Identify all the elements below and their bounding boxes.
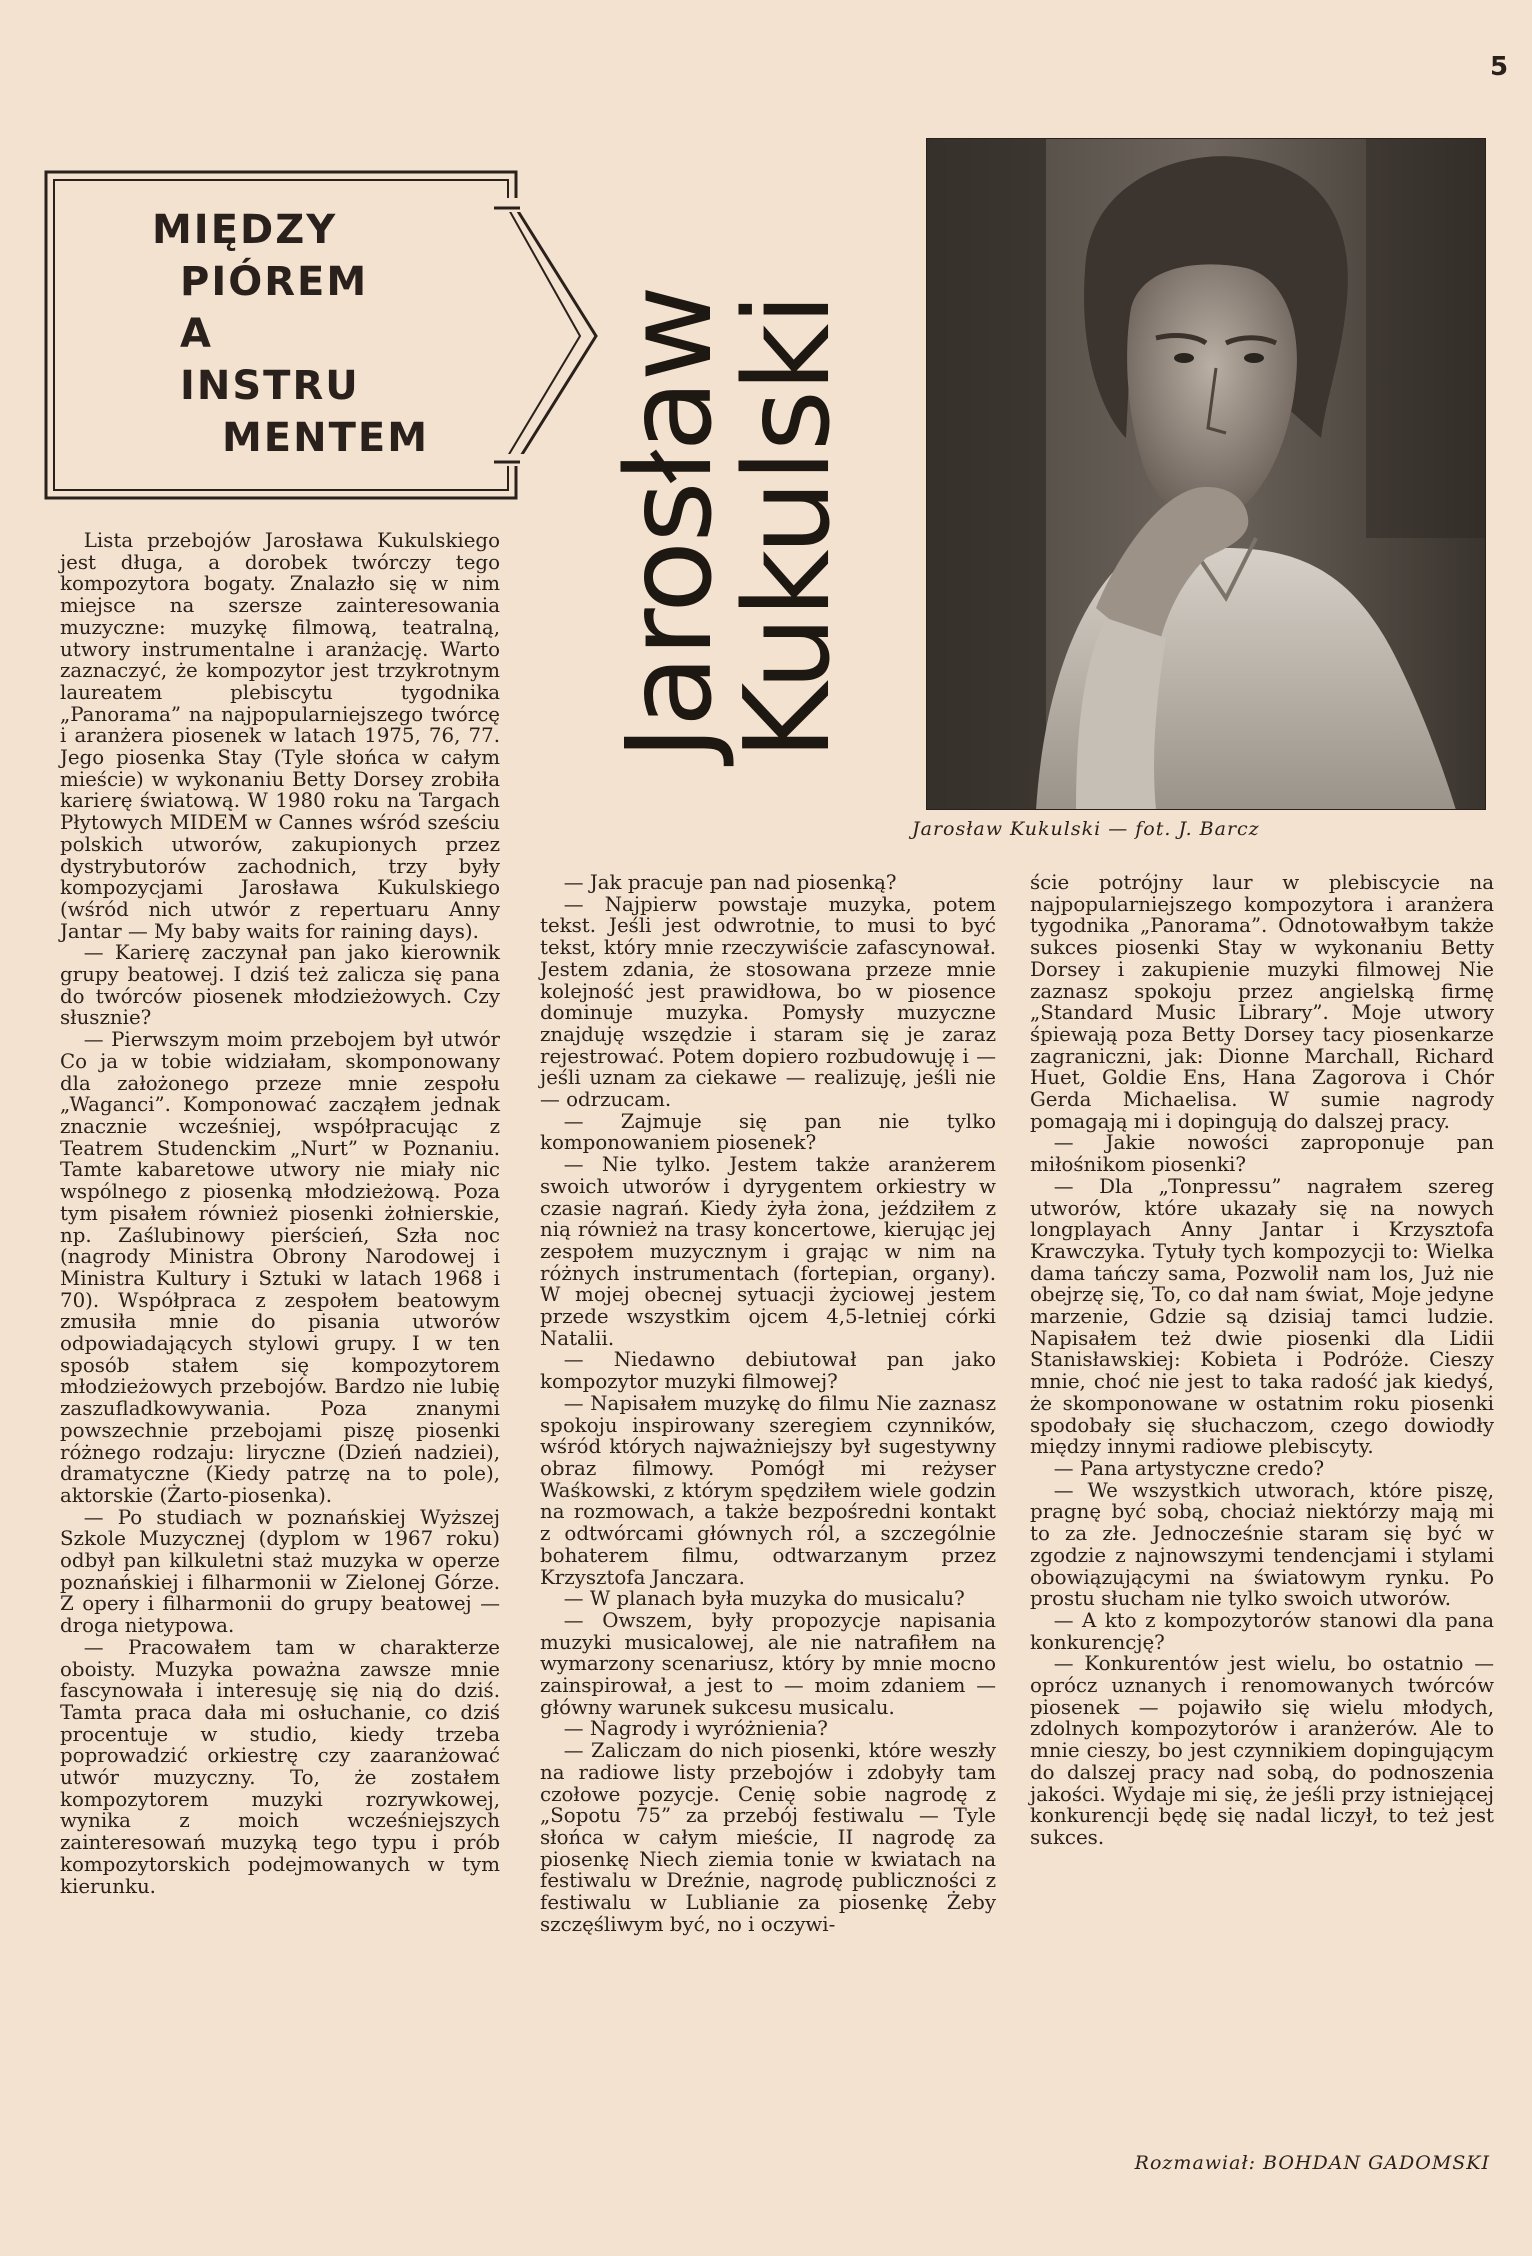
paragraph: — Dla „Tonpressu” nagrałem szereg utworów, które ukazały się na nowych longplayach Anny Jantar i Krzysztofa Krawczyka. Tytuły tych kompozycji to: Wielka dama tańczy sama, Pozwolił nam los, Już nie obejrzę się, To, co dał nam świat, Moje jedyne marzenie, Gdzie są dzisiaj tamci ludzie. Napisałem też dwie piosenki dla Lidii Stanisławskiej: Kobieta i Podróże. Cieszy mnie, choć nie jest to taka radość jak kiedyś, że skomponowane w ostatnim roku piosenki spodobały się słuchaczom, czego dowiodły między innymi radiowe plebiscyty.	[1030, 1174, 1494, 1459]
title-line: PIÓREM	[180, 259, 369, 305]
name-last: Kukulski	[718, 294, 856, 760]
paragraph: — Konkurentów jest wielu, bo ostatnio — oprócz uznanych i renomowanych twórców piosenek — pojawiło się wielu młodych, zdolnych kompozytorów i aranżerów. Ale to mnie cieszy, bo jest czynnikiem dopingującym do dalszej pracy nad sobą, do podnoszenia jakości. Wydaje mi się, że jeśli przy istniejącej konkurencji będę się nadal liczył, to też jest sukces.	[1030, 1652, 1494, 1849]
portrait-photo	[926, 138, 1486, 810]
paragraph: — Nagrody i wyróżnienia?	[563, 1717, 828, 1741]
paragraph: — Pierwszym moim przebojem był utwór Co ja w tobie widziałam, skomponowany dla założonego przeze mnie zespołu „Waganci”. Komponować zacząłem jednak znacznie wcześniej, współpracując z Teatrem Studenckim „Nurt” w Poznaniu. Tamte kabaretowe utwory nie miały nic wspólnego z piosenką młodzieżową. Poza tym pisałem również piosenki żołnierskie, np. Zaślubinowy pierścień, Szła noc (nagrody Ministra Obrony Narodowej i Ministra Kultury i Sztuki w latach 1968 i 70). Współpraca z zespołem beatowym zmusiła mnie do pisania utworów odpowiadających stylowi grupy. I w ten sposób stałem się kompozytorem młodzieżowych przebojów. Bardzo nie lubię zaszufladkowywania. Poza znanymi powszechnie przebojami piszę piosenki różnego rodzaju: liryczne (Dzień nadziei), dramatyczne (Kiedy patrzę na to pole), aktorskie (Żarto-piosenka).	[60, 1028, 500, 1507]
paragraph: — Po studiach w poznańskiej Wyższej Szkole Muzycznej (dyplom w 1967 roku) odbył pan kilkuletni staż muzyka w operze poznańskiej i filharmonii w Zielonej Górze. Z opery i filharmonii do grupy beatowej — droga nietypowa.	[60, 1505, 500, 1638]
paragraph: — Karierę zaczynał pan jako kierownik grupy beatowej. I dziś też zalicza się pana do twórców piosenek młodzieżowych. Czy słusznie?	[60, 941, 500, 1030]
paragraph: — Owszem, były propozycje napisania muzyki musicalowej, ale nie natrafiłem na wymarzony scenariusz, który by mnie mocno zainspirował, a jest to — moim zdaniem — główny warunek sukcesu musicalu.	[540, 1608, 996, 1719]
paragraph: — A kto z kompozytorów stanowi dla pana konkurencję?	[1030, 1608, 1494, 1654]
byline: Rozmawiał: BOHDAN GADOMSKI	[1134, 2152, 1490, 2174]
paragraph: — W planach była muzyka do musicalu?	[563, 1587, 965, 1611]
article-column-2	[540, 872, 996, 1935]
paragraph: — We wszystkich utworach, które piszę, pragnę być sobą, chociaż niektórzy mają mi to za złe. Jednocześnie staram się być w zgodzie z najnowszymi tendencjami i stylami obowiązującymi na światowym rynku. Po prostu słucham nie tylko swoich utworów.	[1030, 1478, 1494, 1611]
paragraph: — Napisałem muzykę do filmu Nie zaznasz spokoju inspirowany szeregiem czynników, wśród których najważniejszy był sugestywny obraz filmowy. Pomógł mi reżyser Waśkowski, z którym spędziłem wiele godzin na rozmowach, a także bezpośredni kontakt z odtwórcami głównych ról, a szczególnie bohaterem filmu, odtwarzanym przez Krzysztofa Janczara.	[540, 1391, 996, 1589]
paragraph: Lista przebojów Jarosława Kukulskiego jest długa, a dorobek twórczy tego kompozytora bogaty. Znalazło się w nim miejsce na szersze zainteresowania muzyczne: muzykę filmową, teatralną, utwory instrumentalne i aranżację. Warto zaznaczyć, że kompozytor jest trzykrotnym laureatem plebiscytu tygodnika „Panorama” na najpopularniejszego twórcę i aranżera piosenek w latach 1975, 76, 77. Jego piosenka Stay (Tyle słońca w całym mieście) w wykonaniu Betty Dorsey zrobiła karierę światową. W 1980 roku na Targach Płytowych MIDEM w Cannes wśród sześciu polskich utworów, zakupionych przez dystrybutorów zachodnich, trzy były kompozycjami Jarosława Kukulskiego (wśród nich utwór z repertuaru Anny Jantar — My baby waits for raining days).	[60, 529, 500, 943]
photo-caption: Jarosław Kukulski — fot. J. Barcz	[912, 818, 1260, 840]
paragraph: — Pracowałem tam w charakterze oboisty. Muzyka poważna zawsze mnie fascynowała i interesuję się nią do dziś. Tamta praca dała mi osłuchanie, co dziś procentuje w studio, kiedy trzeba poprowadzić orkiestrę czy zaaranżować utwór muzyczny. To, że zostałem kompozytorem muzyki rozrywkowej, wynika z moich wcześniejszych zainteresowań muzyką tego typu i prób kompozytorskich podejmowanych w tym kierunku.	[60, 1635, 500, 1898]
paragraph: — Niedawno debiutował pan jako kompozytor muzyki filmowej?	[540, 1348, 996, 1394]
name-first: Jarosław	[600, 286, 738, 760]
article-column-1	[60, 530, 500, 1897]
paragraph: — Zajmuje się pan nie tylko komponowaniem piosenek?	[540, 1109, 996, 1155]
vertical-name-block	[600, 140, 860, 800]
title-line: MIĘDZY	[152, 207, 338, 253]
section-title	[52, 204, 522, 464]
page-number: 5	[1490, 52, 1509, 82]
paragraph: ście potrójny laur w plebiscycie na najpopularniejszego kompozytora i aranżera tygodnika „Panorama”. Odnotowałbym także sukces piosenki Stay w wykonaniu Betty Dorsey i zakupienie muzyki filmowej Nie zaznasz spokoju przez angielską firmę „Standard Music Library”. Moje utwory śpiewają poza Betty Dorsey tacy piosenkarze zagraniczni, jak: Dionne Marchall, Richard Huet, Goldie Ens, Hana Zagorova i Chór Gerda Michaelisa. W sumie nagrody pomagają mi i dopingują do dalszej pracy.	[1030, 871, 1494, 1133]
paragraph: — Jakie nowości zaproponuje pan miłośnikom piosenki?	[1030, 1131, 1494, 1177]
paragraph: — Nie tylko. Jestem także aranżerem swoich utworów i dyrygentem orkiestry w czasie nagrań. Kiedy żyła żona, jeździłem z nią również na trasy koncertowe, kierując jej zespołem muzycznym i grając w nim na różnych instrumentach (fortepian, organy). W mojej obecnej sytuacji życiowej jestem przede wszystkim ojcem 4,5-letniej córki Natalii.	[540, 1153, 996, 1350]
title-line: INSTRU	[180, 363, 360, 409]
paragraph: — Jak pracuje pan nad piosenką?	[563, 871, 897, 894]
paragraph: — Zaliczam do nich piosenki, które weszły na radiowe listy przebojów i zdobyły tam czołowe pozycje. Cenię sobie nagrodę z „Sopotu 75” za przebój festiwalu — Tyle słońca w całym mieście, II nagrodę za piosenkę Niech ziemia tonie w kwiatach na festiwalu w Dreźnie, nagrodę publiczności z festiwalu w Lublianie za piosenkę Żeby szczęśliwym być, no i oczywi-	[540, 1739, 996, 1936]
title-line: A	[180, 311, 213, 357]
article-column-3	[1030, 872, 1494, 1849]
paragraph: — Pana artystyczne credo?	[1053, 1456, 1325, 1480]
paragraph: — Najpierw powstaje muzyka, potem tekst. Jeśli jest odwrotnie, to musi to być tekst, który mnie rzeczywiście zafascynował. Jestem zdania, że stosowana przeze mnie kolejność jest prawidłowa, bo w piosence dominuje muzyka. Pomysły muzyczne znajduję wszędzie i staram się je zaraz rejestrować. Potem dopiero rozbudowuję i — jeśli uznam za ciekawe — realizuję, jeśli nie — odrzucam.	[540, 892, 996, 1112]
title-line: MENTEM	[222, 415, 430, 461]
section-header-arrow	[42, 168, 602, 506]
